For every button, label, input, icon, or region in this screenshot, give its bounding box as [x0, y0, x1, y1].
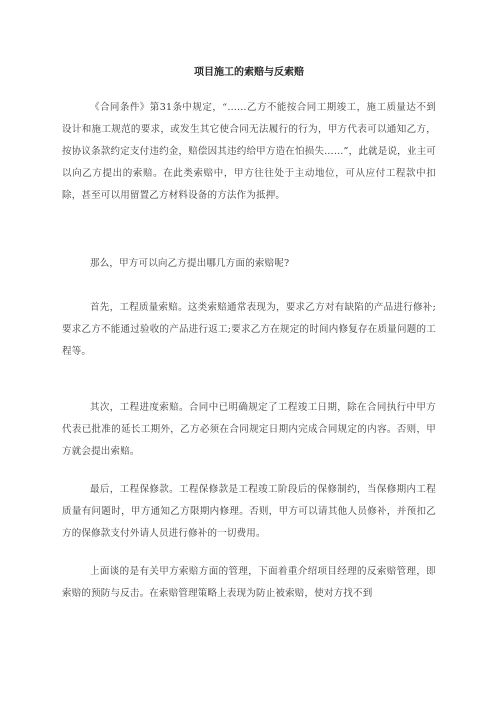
- paragraph-contract-clause: 《合同条件》第31条中规定，“……乙方不能按合同工期竣工，施工质量达不到设计和施工规范的要求，或发生其它使合同无法履行的行为，甲方代表可以通知乙方，按协议条款约定支付违约金，赔偿因其违约给甲方造在怕损失……”，此就是说，业主可以向乙方提出的索赔。在此类索赔中，甲方往往处于主动地位，可从应付工程款中扣除，甚至可以用留置乙方材料设备的方法作为抵押。: [62, 102, 436, 201]
- document-title: 项目施工的索赔与反索赔: [194, 67, 304, 78]
- paragraph-counter-claim: 上面谈的是有关甲方索赔方面的管理，下面着重介绍项目经理的反索赔管理，即索赔的预防与反击。在索赔管理策略上表现为防止被索赔，使对方找不到: [62, 566, 436, 599]
- paragraph-schedule-claim: 其次，工程进度索赔。合同中已明确规定了工程竣工日期，除在合同执行中甲方代表已批准的延长工期外，乙方必须在合同规定日期内完成合同规定的内容。否则，甲方就会提出索赔。: [62, 402, 436, 457]
- document-page: [62, 0, 436, 702]
- paragraph-quality-claim: 首先，工程质量索赔。这类索赔通常表现为，要求乙方对有缺陷的产品进行修补;要求乙方不能通过验收的产品进行返工;要求乙方在规定的时间内修复存在质量问题的工程等。: [62, 302, 436, 357]
- paragraph-question: 那么，甲方可以向乙方提出哪几方面的索赔呢?: [90, 258, 290, 269]
- paragraph-warranty-claim: 最后，工程保修款。工程保修款是工程竣工阶段后的保修制约，当保修期内工程质量有问题时，甲方通知乙方限期内修理。否则，甲方可以请其他人员修补，并预扣乙方的保修款支付外请人员进行修补的一切费用。: [62, 484, 436, 539]
